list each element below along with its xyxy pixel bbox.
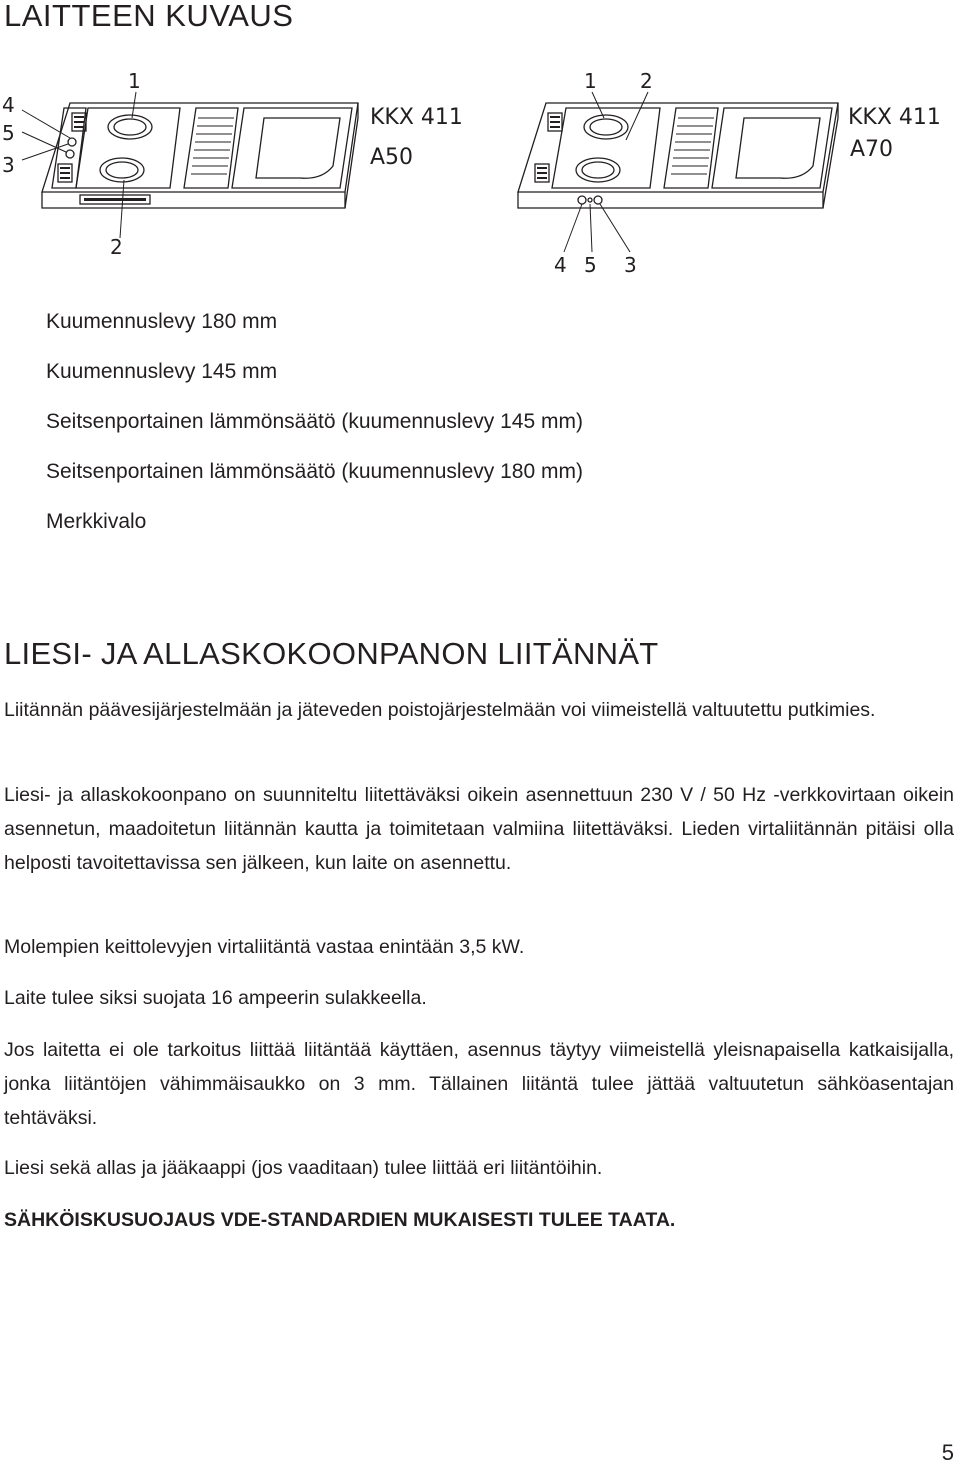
appliance-a50-drawing [42, 103, 358, 208]
callout-right-1: 1 [584, 69, 597, 93]
paragraph: Liesi- ja allaskokoonpano on suunniteltu liitettäväksi oikein asennettuun 230 V / 50 Hz -verkkovirtaan oikein asennetun, maadoitetun liitännän kautta ja toimitetaan valmiina liitettäväksi. Lieden virtaliitännän pitäisi olla helposti tavoitettavissa sen jälkeen, kun laite on asennettu. [4, 784, 954, 874]
callout-left-2: 2 [110, 235, 123, 259]
paragraph: Liesi sekä allas ja jääkaappi (jos vaaditaan) tulee liittää eri liitäntöihin. [4, 1157, 603, 1179]
page-number: 5 [941, 1440, 954, 1465]
paragraph: Molempien keittolevyjen virtaliitäntä vastaa enintään 3,5 kW. [4, 936, 525, 958]
callout-right-2: 2 [640, 69, 653, 93]
safety-notice: SÄHKÖISKUSUOJAUS VDE-STANDARDIEN MUKAISESTI TULEE TAATA. [4, 1209, 676, 1231]
model-left: KKX 411 [370, 105, 463, 130]
paragraph: Liitännän päävesijärjestelmään ja jäteveden poistojärjestelmään voi viimeistellä valtuutettu putkimies. [4, 699, 876, 721]
section-title: LIESI- JA ALLASKOKOONPANON LIITÄNNÄT [4, 636, 659, 671]
paragraph: Laite tulee siksi suojata 16 ampeerin sulakkeella. [4, 987, 427, 1009]
appliance-a70-drawing [518, 103, 838, 208]
callout-right-4: 4 [554, 253, 567, 277]
callout-left-4: 4 [2, 93, 15, 117]
callout-left-3: 3 [2, 153, 15, 177]
legend-item: Kuumennuslevy 180 mm [46, 310, 278, 333]
variant-right: A70 [850, 137, 894, 162]
legend-item: Merkkivalo [46, 510, 147, 533]
variant-left: A50 [370, 145, 414, 170]
legend-item: Seitsenportainen lämmönsäätö (kuumennuslevy 145 mm) [46, 410, 583, 433]
legend-item: Kuumennuslevy 145 mm [46, 360, 278, 383]
callout-left-5: 5 [2, 121, 15, 145]
page-title: LAITTEEN KUVAUS [4, 0, 294, 33]
paragraph: Jos laitetta ei ole tarkoitus liittää liitäntää käyttäen, asennus täytyy viimeistellä yleisnapaisella katkaisijalla, jonka liitäntöjen vähimmäisaukko on 3 mm. Tällainen liitäntä tulee jättää valtuutetun sähköasentajan tehtäväksi. [4, 1039, 954, 1129]
callout-left-1: 1 [128, 69, 141, 93]
legend-item: Seitsenportainen lämmönsäätö (kuumennuslevy 180 mm) [46, 460, 583, 483]
appliance-figure [0, 60, 960, 290]
model-right: KKX 411 [848, 105, 941, 130]
callout-right-3: 3 [624, 253, 637, 277]
callout-right-5: 5 [584, 253, 597, 277]
